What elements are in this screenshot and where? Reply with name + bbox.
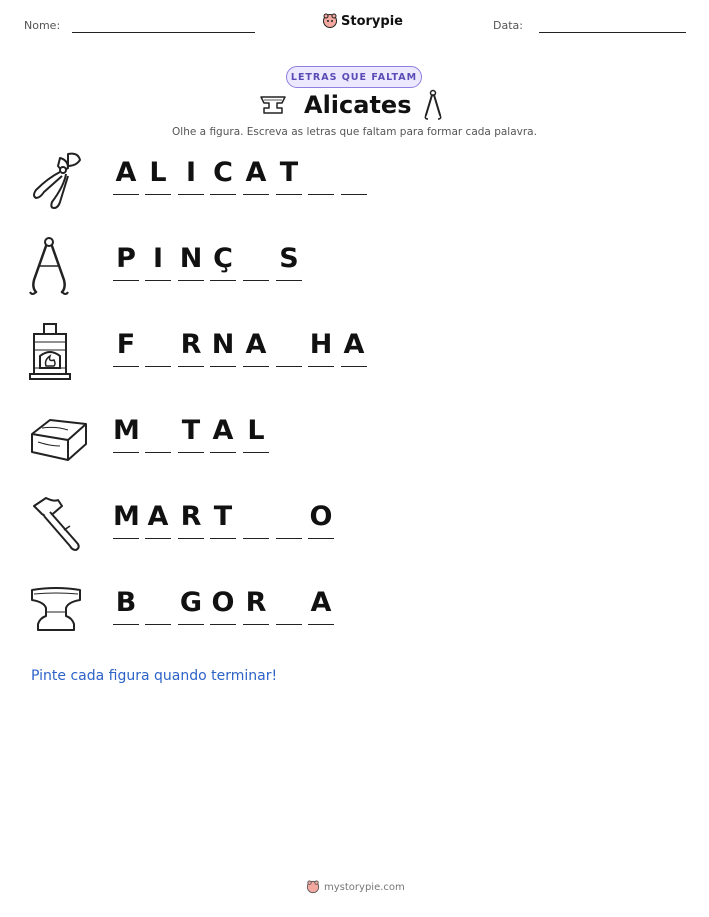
word-row-1 bbox=[0, 150, 709, 230]
letter-slot[interactable]: A bbox=[243, 330, 269, 367]
word-row-6 bbox=[0, 580, 709, 660]
footer bbox=[306, 880, 405, 894]
letter-slot[interactable]: L bbox=[145, 158, 171, 195]
brand-logo bbox=[322, 13, 403, 29]
storypie-mascot-icon bbox=[306, 880, 320, 894]
storypie-mascot-icon bbox=[322, 13, 338, 29]
letter-slot[interactable]: G bbox=[178, 588, 204, 625]
letter-slot[interactable]: H bbox=[308, 330, 334, 367]
footer-url[interactable]: mystorypie.com bbox=[324, 881, 405, 893]
letter-slot[interactable]: P bbox=[113, 244, 139, 281]
pliers-icon bbox=[28, 150, 84, 212]
anvil-icon bbox=[28, 584, 84, 636]
name-field[interactable] bbox=[72, 32, 255, 33]
letter-slot[interactable]: B bbox=[113, 588, 139, 625]
word-row-3 bbox=[0, 322, 709, 402]
letter-slot[interactable] bbox=[276, 588, 302, 625]
letter-slot[interactable]: N bbox=[210, 330, 236, 367]
tongs-icon bbox=[422, 89, 444, 121]
brand-name: Storypie bbox=[341, 13, 403, 29]
letter-slot[interactable] bbox=[145, 416, 171, 453]
page-title: Alicates bbox=[304, 91, 412, 119]
letter-slot[interactable]: A bbox=[308, 588, 334, 625]
name-label: Nome: bbox=[24, 19, 61, 32]
tongs-icon bbox=[28, 236, 76, 298]
letter-slot[interactable]: O bbox=[210, 588, 236, 625]
letter-slot[interactable]: M bbox=[113, 416, 139, 453]
coloring-instruction: Pinte cada figura quando terminar! bbox=[31, 668, 278, 684]
letter-slot[interactable]: S bbox=[276, 244, 302, 281]
letter-slot[interactable]: L bbox=[243, 416, 269, 453]
letter-slot[interactable]: A bbox=[210, 416, 236, 453]
letter-slot[interactable] bbox=[145, 588, 171, 625]
letter-slot[interactable] bbox=[243, 244, 269, 281]
letter-slot[interactable] bbox=[276, 502, 302, 539]
letter-slot[interactable] bbox=[308, 158, 334, 195]
letter-slot[interactable]: T bbox=[178, 416, 204, 453]
letter-slot[interactable]: R bbox=[178, 330, 204, 367]
letter-slot[interactable]: T bbox=[276, 158, 302, 195]
letter-slot[interactable]: O bbox=[308, 502, 334, 539]
letter-slot[interactable]: M bbox=[113, 502, 139, 539]
letter-slot[interactable] bbox=[243, 502, 269, 539]
word-row-5 bbox=[0, 494, 709, 574]
word-row-4 bbox=[0, 408, 709, 488]
letter-slot[interactable]: N bbox=[178, 244, 204, 281]
instructions: Olhe a figura. Escreva as letras que faltam para formar cada palavra. bbox=[172, 126, 537, 138]
letter-slot[interactable]: F bbox=[113, 330, 139, 367]
forge-icon bbox=[28, 322, 74, 380]
letter-slot[interactable] bbox=[276, 330, 302, 367]
date-field[interactable] bbox=[539, 32, 686, 33]
letter-slot[interactable]: T bbox=[210, 502, 236, 539]
date-label: Data: bbox=[493, 19, 523, 32]
metal-ingot-icon bbox=[28, 414, 90, 464]
letter-slot[interactable]: A bbox=[243, 158, 269, 195]
letter-slot[interactable]: R bbox=[178, 502, 204, 539]
activity-badge: LETRAS QUE FALTAM bbox=[286, 66, 422, 88]
letter-slot[interactable]: I bbox=[145, 244, 171, 281]
letter-slot[interactable]: A bbox=[113, 158, 139, 195]
letter-slot[interactable]: I bbox=[178, 158, 204, 195]
letter-slot[interactable]: A bbox=[341, 330, 367, 367]
letter-slot[interactable] bbox=[145, 330, 171, 367]
letter-slot[interactable]: C bbox=[210, 158, 236, 195]
word-row-2 bbox=[0, 236, 709, 316]
letter-slot[interactable]: R bbox=[243, 588, 269, 625]
anvil-icon bbox=[258, 94, 288, 116]
hammer-icon bbox=[28, 494, 88, 552]
letter-slot[interactable]: A bbox=[145, 502, 171, 539]
letter-slot[interactable] bbox=[341, 158, 367, 195]
letter-slot[interactable]: Ç bbox=[210, 244, 236, 281]
